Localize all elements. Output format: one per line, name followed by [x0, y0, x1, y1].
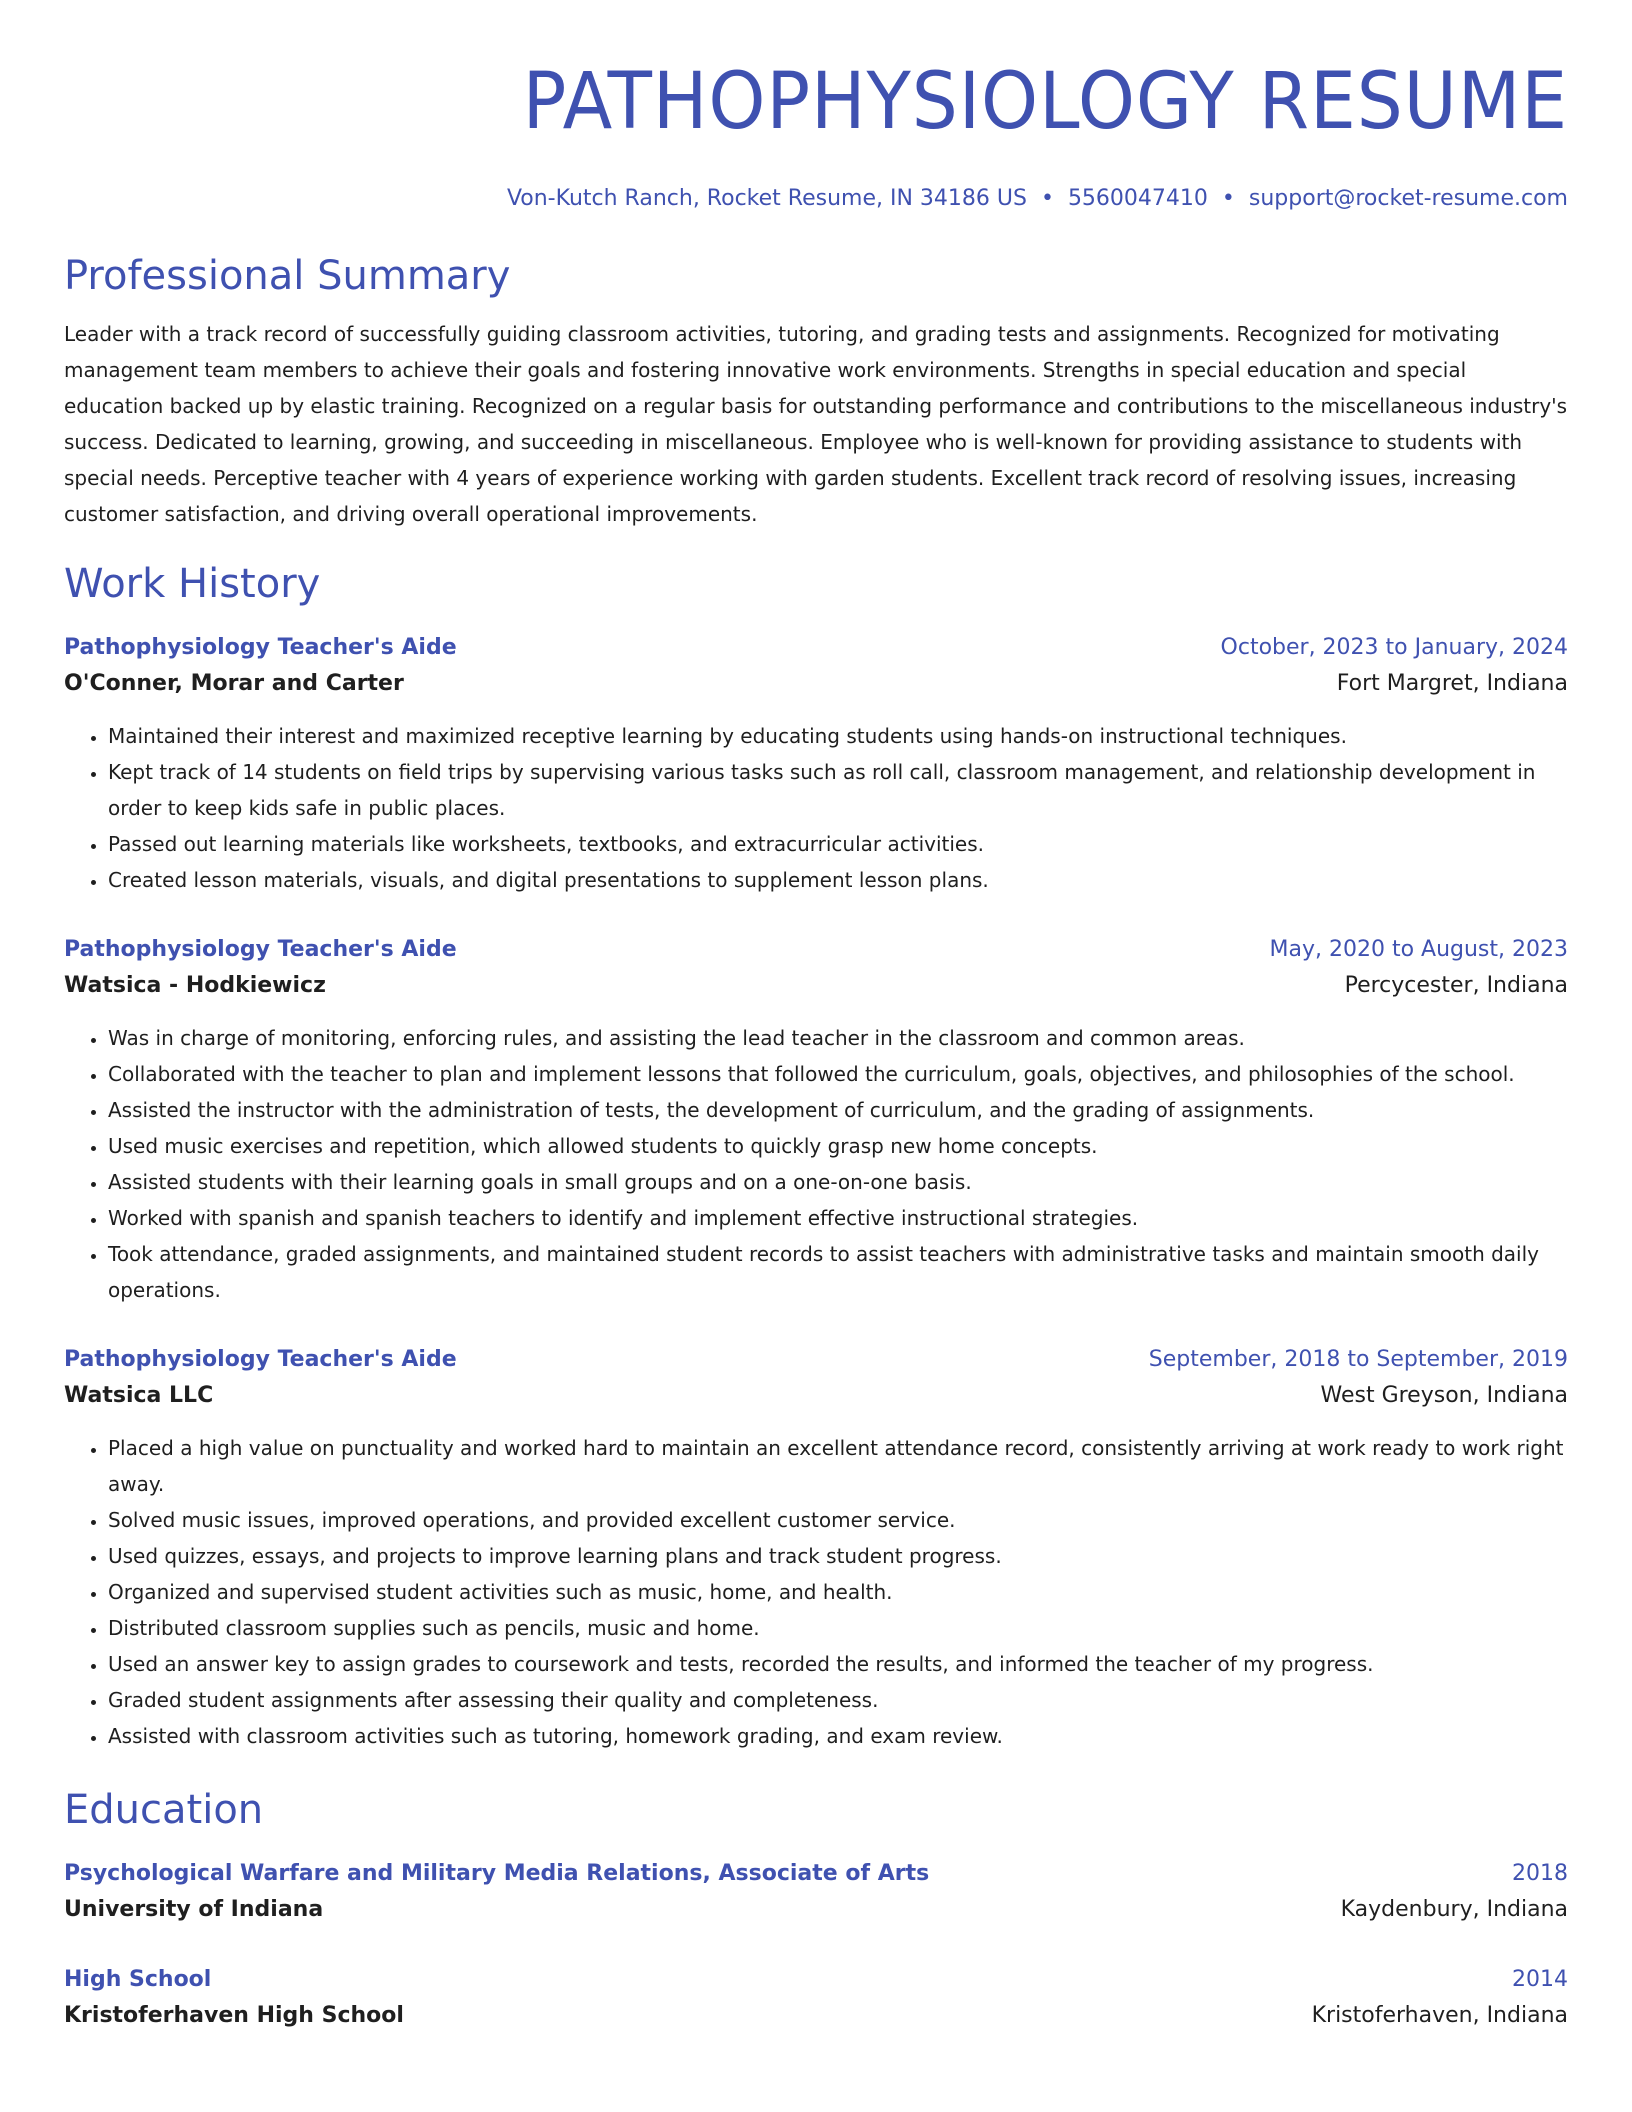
summary-text: Leader with a track record of successfully guiding classroom activities, tutoring, and grading tests and assignments. Recognized for motivating management team members to achieve their goals and fostering innovative work environments. Strengths in special education and special education backed up by elastic training. Recognized on a regular basis for outstanding performance and contributions to the miscellaneous industry's success. Dedicated to learning, growing, and succeeding in miscellaneous. Employee who is well-known for providing assistance to students with special needs. Perceptive teacher with 4 years of experience working with garden students. Excellent track record of resolving issues, increasing customer satisfaction, and driving overall operational improvements. [64, 322, 1568, 526]
resume-header [64, 52, 1568, 214]
job-bullet: • Collaborated with the teacher to plan and implement lessons that followed the curriculum, goals, objectives, and philosophies of the school. [108, 1056, 1568, 1092]
education-year: 2018 [1512, 1861, 1568, 1886]
job-bullet: • Assisted students with their learning goals in small groups and on a one-on-one basis. [108, 1164, 1568, 1200]
job-bullet: • Took attendance, graded assignments, and maintained student records to assist teachers with administrative tasks and maintain smooth daily operations. [108, 1236, 1568, 1308]
education-school: University of Indiana [64, 1897, 324, 1922]
job-company-row [64, 968, 1568, 1004]
job-location: West Greyson, Indiana [1320, 1383, 1568, 1408]
job-dates: October, 2023 to January, 2024 [1220, 635, 1568, 660]
contact-line [64, 184, 1568, 214]
education-header-row [64, 1962, 1568, 1998]
job-bullet: • Distributed classroom supplies such as pencils, music and home. [108, 1610, 1568, 1646]
job-dates: May, 2020 to August, 2023 [1269, 937, 1568, 962]
job-header-row [64, 1342, 1568, 1378]
job-entry [64, 932, 1568, 1308]
contact-separator: • [1040, 186, 1054, 211]
job-company: O'Conner, Morar and Carter [64, 671, 404, 696]
job-bullet: • Used music exercises and repetition, which allowed students to quickly grasp new home concepts. [108, 1128, 1568, 1164]
job-bullet: • Created lesson materials, visuals, and digital presentations to supplement lesson plans. [108, 862, 1568, 898]
education-header-row [64, 1856, 1568, 1892]
education-year: 2014 [1512, 1967, 1568, 1992]
job-bullets [64, 1020, 1568, 1308]
job-entry [64, 1342, 1568, 1754]
job-role: Pathophysiology Teacher's Aide [64, 1347, 457, 1372]
job-bullet: • Placed a high value on punctuality and worked hard to maintain an excellent attendance record, consistently arriving at work ready to work right away. [108, 1430, 1568, 1502]
job-header-row [64, 932, 1568, 968]
job-bullet: • Organized and supervised student activities such as music, home, and health. [108, 1574, 1568, 1610]
job-bullet: • Maintained their interest and maximized receptive learning by educating students using hands-on instructional techniques. [108, 718, 1568, 754]
education-location: Kristoferhaven, Indiana [1311, 2003, 1568, 2028]
job-bullet: • Solved music issues, improved operations, and provided excellent customer service. [108, 1502, 1568, 1538]
job-location: Percycester, Indiana [1344, 973, 1568, 998]
job-bullet: • Assisted the instructor with the administration of tests, the development of curriculum, and the grading of assignments. [108, 1092, 1568, 1128]
job-bullet: • Graded student assignments after assessing their quality and completeness. [108, 1682, 1568, 1718]
contact-phone: 5560047410 [1067, 186, 1208, 211]
education-entry [64, 1856, 1568, 1928]
job-bullet: • Worked with spanish and spanish teachers to identify and implement effective instructional strategies. [108, 1200, 1568, 1236]
job-company: Watsica LLC [64, 1383, 214, 1408]
job-bullet: • Used an answer key to assign grades to coursework and tests, recorded the results, and informed the teacher of my progress. [108, 1646, 1568, 1682]
resume-title: PATHOPHYSIOLOGY RESUME [522, 57, 1568, 147]
education-location: Kaydenbury, Indiana [1340, 1897, 1568, 1922]
job-company: Watsica - Hodkiewicz [64, 973, 326, 998]
job-role: Pathophysiology Teacher's Aide [64, 635, 457, 660]
job-company-row [64, 1378, 1568, 1414]
job-role: Pathophysiology Teacher's Aide [64, 937, 457, 962]
summary-heading: Professional Summary [64, 253, 511, 299]
contact-separator: • [1221, 186, 1235, 211]
education-school-row [64, 1998, 1568, 2034]
job-dates: September, 2018 to September, 2019 [1148, 1347, 1568, 1372]
job-bullet: • Assisted with classroom activities such as tutoring, homework grading, and exam review. [108, 1718, 1568, 1754]
work-history-heading: Work History [64, 561, 321, 607]
contact-email[interactable]: support@rocket-resume.com [1248, 186, 1568, 211]
job-bullet: • Was in charge of monitoring, enforcing rules, and assisting the lead teacher in the classroom and common areas. [108, 1020, 1568, 1056]
education-heading: Education [64, 1787, 264, 1833]
education-school: Kristoferhaven High School [64, 2003, 404, 2028]
education-degree: High School [64, 1967, 212, 1992]
job-bullet: • Kept track of 14 students on field trips by supervising various tasks such as roll call, classroom management, and relationship development in order to keep kids safe in public places. [108, 754, 1568, 826]
job-entry [64, 630, 1568, 898]
job-bullets [64, 1430, 1568, 1754]
job-bullets [64, 718, 1568, 898]
education-school-row [64, 1892, 1568, 1928]
job-location: Fort Margret, Indiana [1336, 671, 1568, 696]
job-bullet: • Passed out learning materials like worksheets, textbooks, and extracurricular activities. [108, 826, 1568, 862]
job-header-row [64, 630, 1568, 666]
contact-address: Von-Kutch Ranch, Rocket Resume, IN 34186 US [506, 186, 1027, 211]
education-degree: Psychological Warfare and Military Media Relations, Associate of Arts [64, 1861, 930, 1886]
job-bullet: • Used quizzes, essays, and projects to improve learning plans and track student progress. [108, 1538, 1568, 1574]
job-company-row [64, 666, 1568, 702]
education-entry [64, 1962, 1568, 2034]
